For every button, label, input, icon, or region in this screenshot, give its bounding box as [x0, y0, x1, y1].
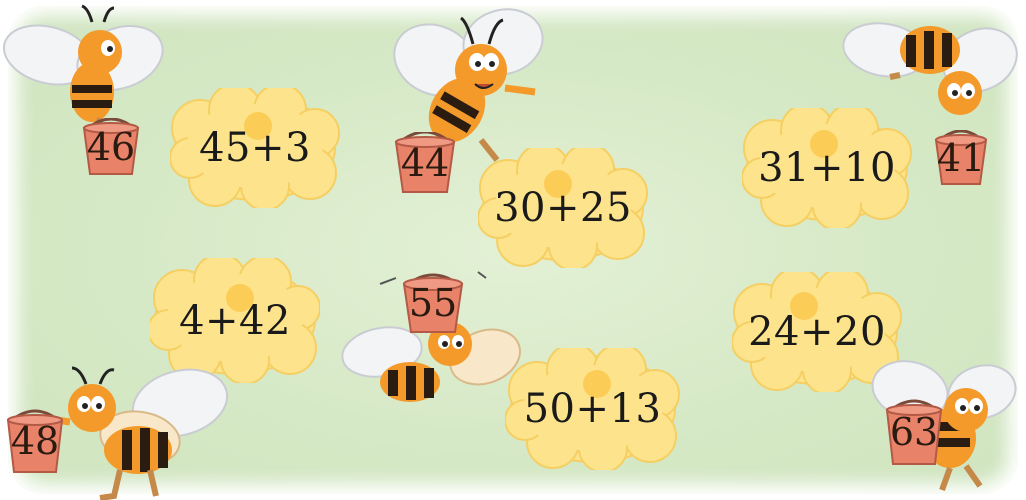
bucket-number: 41 [936, 136, 986, 180]
flower-expression: 31+10 [758, 145, 896, 191]
bucket-number: 63 [889, 410, 939, 454]
bucket-6[interactable] [883, 398, 945, 466]
bee-icon [840, 5, 1020, 165]
bucket-3[interactable] [932, 130, 990, 186]
bucket-4[interactable] [400, 272, 466, 334]
flower-expression: 45+3 [199, 125, 311, 171]
flower-expression: 4+42 [179, 297, 291, 344]
flower-expression: 50+13 [523, 386, 662, 432]
bucket-number: 55 [408, 281, 458, 325]
bucket-5[interactable] [6, 408, 64, 474]
bucket-number: 44 [400, 141, 450, 185]
flower-1[interactable] [170, 88, 340, 208]
bucket-2[interactable] [392, 132, 458, 194]
bee-3[interactable] [840, 5, 1020, 165]
flower-expression: 24+20 [748, 309, 886, 355]
bucket-number: 48 [10, 419, 60, 463]
flower-6[interactable] [505, 348, 680, 470]
flower-expression: 30+25 [494, 185, 632, 231]
bucket-1[interactable] [80, 118, 142, 176]
bucket-number: 46 [86, 125, 136, 169]
